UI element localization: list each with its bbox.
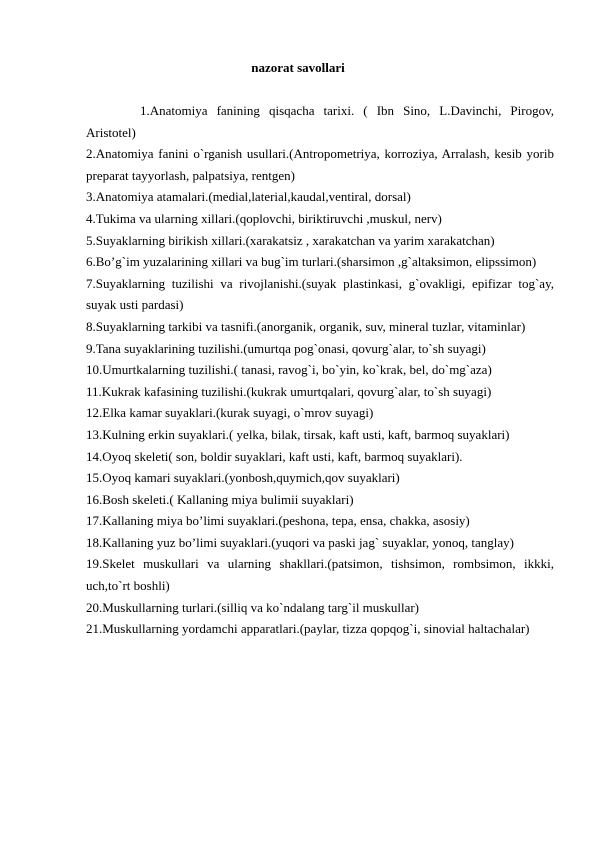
question-item-1: 1.Anatomiya fanining qisqacha tarixi. ( Ibn Sino, L.Davinchi, Pirogov, Aristotel) — [86, 103, 554, 140]
question-item-4: 4.Tukima va ularning xillari.(qoplovchi, biriktiruvchi ,muskul, nerv) — [86, 210, 442, 226]
question-item-7: 7.Suyaklarning tuzilishi va rivojlanishi.(suyak plastinkasi, g`ovakligi, epifizar tog`ay, suyak usti pardasi) — [86, 275, 554, 313]
question-list — [86, 100, 554, 640]
question-item-6: 6.Bo’g`im yuzalarining xillari va bug`im turlari.(sharsimon ,g`altaksimon, elipssimon) — [86, 254, 537, 270]
question-item-2: 2.Anatomiya fanini o`rganish usullari.(Antropometriya, korroziya, Arralash, kesib yorib preparat tayyorlash, palpatsiya, rentgen) — [86, 146, 554, 183]
question-item-5: 5.Suyaklarning birikish xillari.(xarakatsiz , xarakatchan va yarim xarakatchan) — [86, 232, 495, 248]
question-item-13: 13.Kulning erkin suyaklari.( yelka, bilak, tirsak, kaft usti, kaft, barmoq suyaklari) — [86, 426, 510, 442]
question-item-3: 3.Anatomiya atamalari.(medial,laterial,kaudal,ventiral, dorsal) — [86, 189, 411, 205]
question-item-16: 16.Bosh skeleti.( Kallaning miya bulimii suyaklari) — [86, 491, 354, 507]
question-item-11: 11.Kukrak kafasining tuzilishi.(kukrak umurtqalari, qovurg`alar, to`sh suyagi) — [86, 383, 492, 399]
question-item-21: 21.Muskullarning yordamchi apparatlari.(paylar, tizza qopqog`i, sinovial haltachalar) — [86, 621, 530, 637]
question-item-8: 8.Suyaklarning tarkibi va tasnifi.(anorganik, organik, suv, mineral tuzlar, vitaminlar) — [86, 318, 526, 334]
question-item-14: 14.Oyoq skeleti( son, boldir suyaklari, kaft usti, kaft, barmoq suyaklari). — [86, 448, 463, 464]
question-item-19: 19.Skelet muskullari va ularning shakllari.(patsimon, tishsimon, rombsimon, ikkki, uch,to`rt boshli) — [86, 556, 554, 594]
question-item-17: 17.Kallaning miya bo’limi suyaklari.(peshona, tepa, ensa, chakka, asosiy) — [86, 513, 470, 529]
question-item-9: 9.Tana suyaklarining tuzilishi.(umurtqa pog`onasi, qovurg`alar, to`sh suyagi) — [86, 340, 486, 356]
question-item-10: 10.Umurtkalarning tuzilishi.( tanasi, ravog`i, bo`yin, ko`krak, bel, do`mg`aza) — [86, 362, 492, 378]
question-item-12: 12.Elka kamar suyaklari.(kurak suyagi, o`mrov suyagi) — [86, 405, 374, 421]
question-item-20: 20.Muskullarning turlari.(silliq va ko`ndalang targ`il muskullar) — [86, 599, 420, 615]
question-item-18: 18.Kallaning yuz bo’limi suyaklari.(yuqori va paski jag` suyaklar, yonoq, tanglay) — [86, 534, 515, 550]
question-item-15: 15.Oyoq kamari suyaklari.(yonbosh,quymich,qov suyaklari) — [86, 470, 400, 486]
page-title: nazorat savollari — [251, 60, 345, 75]
